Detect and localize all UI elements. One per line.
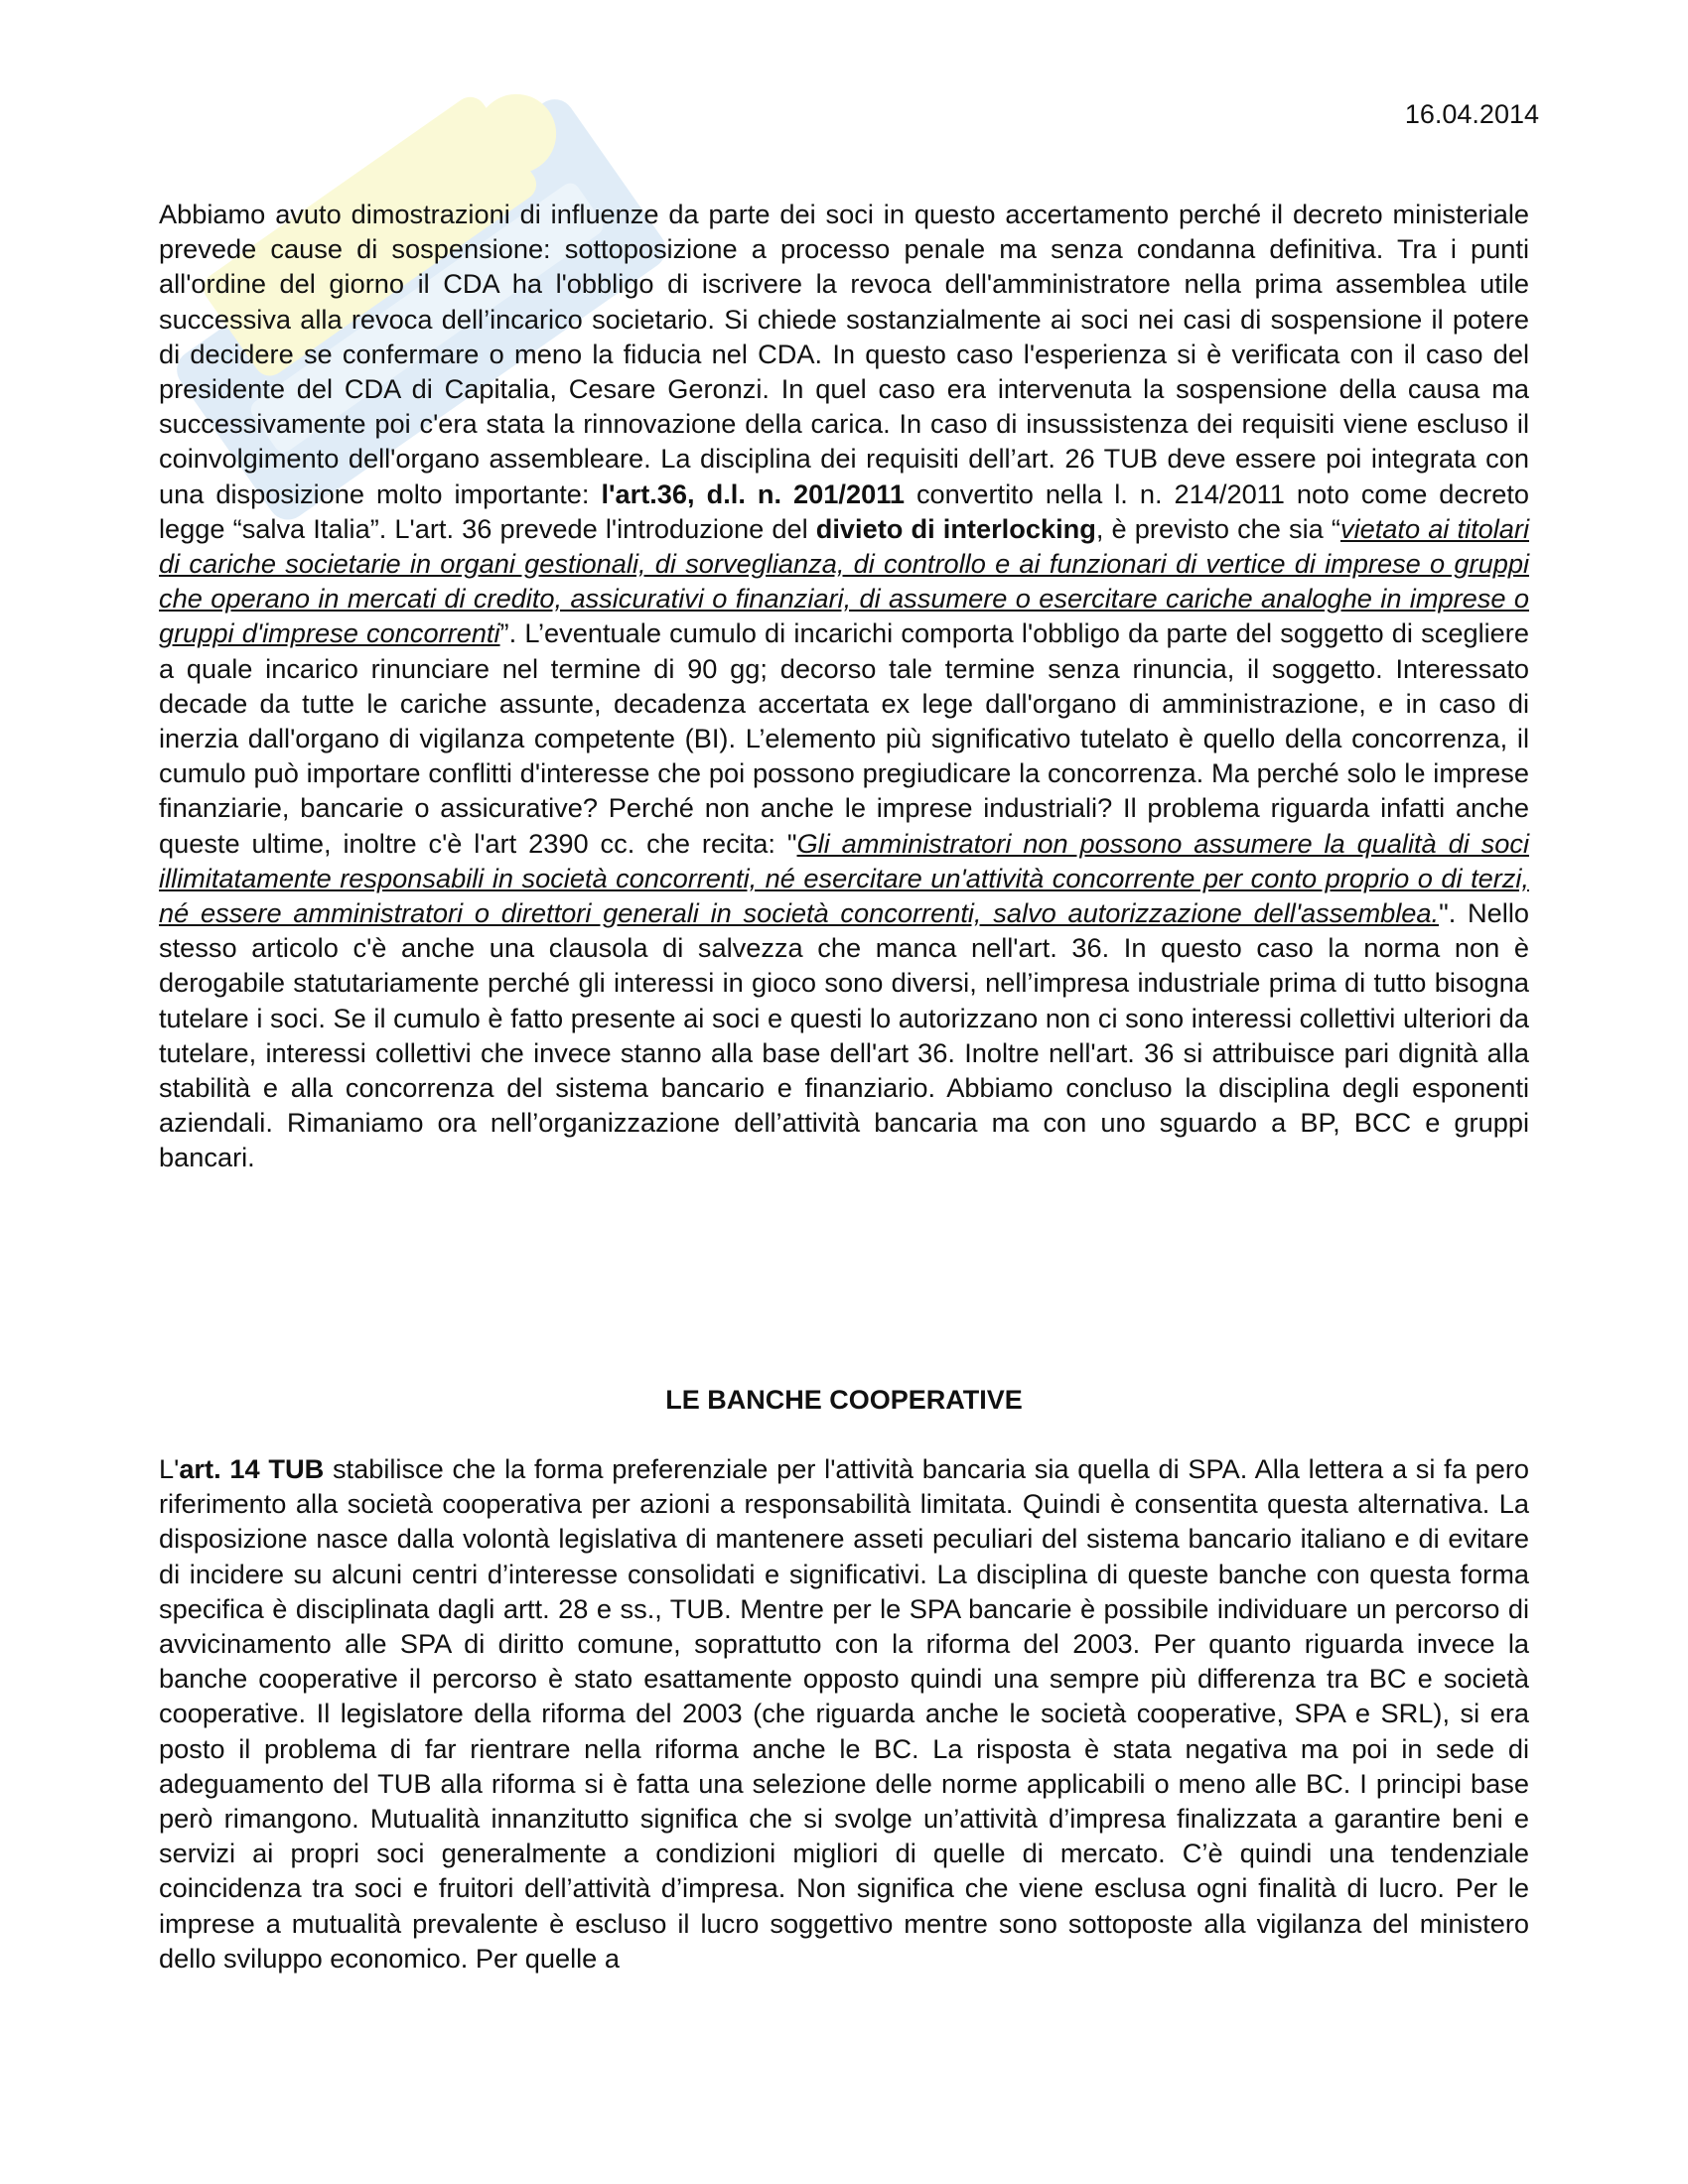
document-date: 16.04.2014 — [1404, 99, 1539, 129]
text-run: convertito nella l. n. 214/2011 noto come decreto legge “salva Italia”. L'art. 36 prevede l'introduzione del — [159, 478, 1529, 544]
bold-text-run: art. 14 TUB — [179, 1453, 325, 1484]
text-run: Abbiamo avuto dimostrazioni di influenze da parte dei soci in questo accertamento perché il decreto ministeriale prevede cause di sospensione: sottoposizione a processo penale ma senza condanna definitiva. Tra i punti all'ordine del giorno il CDA ha l'obbligo di iscrivere la revoca dell'amministratore nella prima assemblea utile successiva alla revoca dell’incarico societario. Si chiede sostanzialmente ai soci nei casi di sospensione il potere di decidere se confermare o meno la fiducia nel CDA. In questo caso l'esperienza si è verificata con il caso del presidente del CDA di Capitalia, Cesare Geronzi. In quel caso era intervenuta la sospensione della causa ma successivamente poi c'era stata la rinnovazione della carica. In caso di insussistenza dei requisiti viene escluso il coinvolgimento dell'organo assembleare. La disciplina dei requisiti dell’art. 26 TUB deve essere poi integrata con una disposizione molto importante: — [159, 199, 1529, 509]
bold-text-run: divieto di interlocking — [815, 512, 1096, 544]
text-run: L' — [159, 1453, 180, 1484]
quoted-text: Gli amministratori non possono assumere la qualità di soci illimitatamente responsabili in società concorrenti, né esercitare un'attività concorrente per conto proprio o di terzi, né essere amministratori o direttori generali in società concorrenti, salvo autorizzazione dell'assemblea. — [159, 827, 1529, 929]
bold-text-run: l'art.36, d.l. n. 201/2011 — [601, 478, 905, 509]
section-heading: LE BANCHE COOPERATIVE — [665, 1385, 1023, 1415]
text-run: ". Nello stesso articolo c'è anche una clausola di salvezza che manca nell'art. 36. In questo caso la norma non è derogabile statutariamente perché gli interessi in gioco sono diversi, nell’impresa industriale prima di tutto bisogna tutelare i soci. Se il cumulo è fatto presente ai soci e questi lo autorizzano non ci sono interessi collettivi ulteriori da tutelare, interessi collettivi che invece stanno alla base dell'art 36. Inoltre nell'art. 36 si attribuisce pari dignità alla stabilità e alla concorrenza del sistema bancario e finanziario. Abbiamo concluso la disciplina degli esponenti aziendali. Rimaniamo ora nell’organizzazione dell’attività bancaria ma con uno sguardo a BP, BCC e gruppi bancari. — [159, 897, 1529, 1173]
body-paragraph-1 — [159, 197, 1529, 1175]
quoted-text: vietato ai titolari di cariche societarie in organi gestionali, di sorveglianza, di controllo e ai funzionari di vertice di imprese o gruppi che operano in mercati di credito, assicurativi o finanziari, di assumere o esercitare cariche analoghe in imprese o gruppi d'imprese concorrenti — [159, 512, 1529, 649]
text-run: ”. L’eventuale cumulo di incarichi comporta l'obbligo da parte del soggetto di scegliere a quale incarico rinunciare nel termine di 90 gg; decorso tale termine senza rinuncia, il soggetto. Interessato decade da tutte le cariche assunte, decadenza accertata ex lege dall'organo di amministrazione, e in caso di inerzia dall'organo di vigilanza competente (BI). L’elemento più significativo tutelato è quello della concorrenza, il cumulo può importare conflitti d'interesse che poi possono pregiudicare la concorrenza. Ma perché solo le imprese finanziarie, bancarie o assicurative? Perché non anche le imprese industriali? Il problema riguarda infatti anche queste ultime, inoltre c'è l'art 2390 cc. che recita: " — [159, 617, 1529, 859]
text-run: , è previsto che sia “ — [1095, 512, 1340, 544]
text-run: stabilisce che la forma preferenziale per l'attività bancaria sia quella di SPA. Alla lettera a si fa pero riferimento alla società cooperativa per azioni a responsabilità limitata. Quindi è consentita questa alternativa. La disposizione nasce dalla volontà legislativa di mantenere asseti peculiari del sistema bancario italiano e di evitare di incidere su alcuni centri d’interesse consolidati e significativi. La disciplina di queste banche con questa forma specifica è disciplinata dagli artt. 28 e ss., TUB. Mentre per le SPA bancarie è possibile individuare un percorso di avvicinamento alle SPA di diritto comune, soprattutto con la riforma del 2003. Per quanto riguarda invece la banche cooperative il percorso è stato esattamente opposto quindi una sempre più differenza tra BC e società cooperative. Il legislatore della riforma del 2003 (che riguarda anche le società cooperative, SPA e SRL), si era posto il problema di far rientrare nella riforma anche le BC. La risposta è stata negativa ma poi in sede di adeguamento del TUB alla riforma si è fatta una selezione delle norme applicabili o meno alle BC. I principi base però rimangono. Mutualità innanzitutto significa che si svolge un’attività d’impresa finalizzata a garantire beni e servizi ai propri soci generalmente a condizioni migliori di quelle di mercato. C’è quindi una tendenziale coincidenza tra soci e fruitori dell’attività d’impresa. Non significa che viene esclusa ogni finalità di lucro. Per le imprese a mutualità prevalente è escluso il lucro soggettivo mentre sono sottoposte alla vigilanza del ministero dello sviluppo economico. Per quelle a — [159, 1453, 1530, 1974]
body-paragraph-2 — [159, 1451, 1529, 1976]
